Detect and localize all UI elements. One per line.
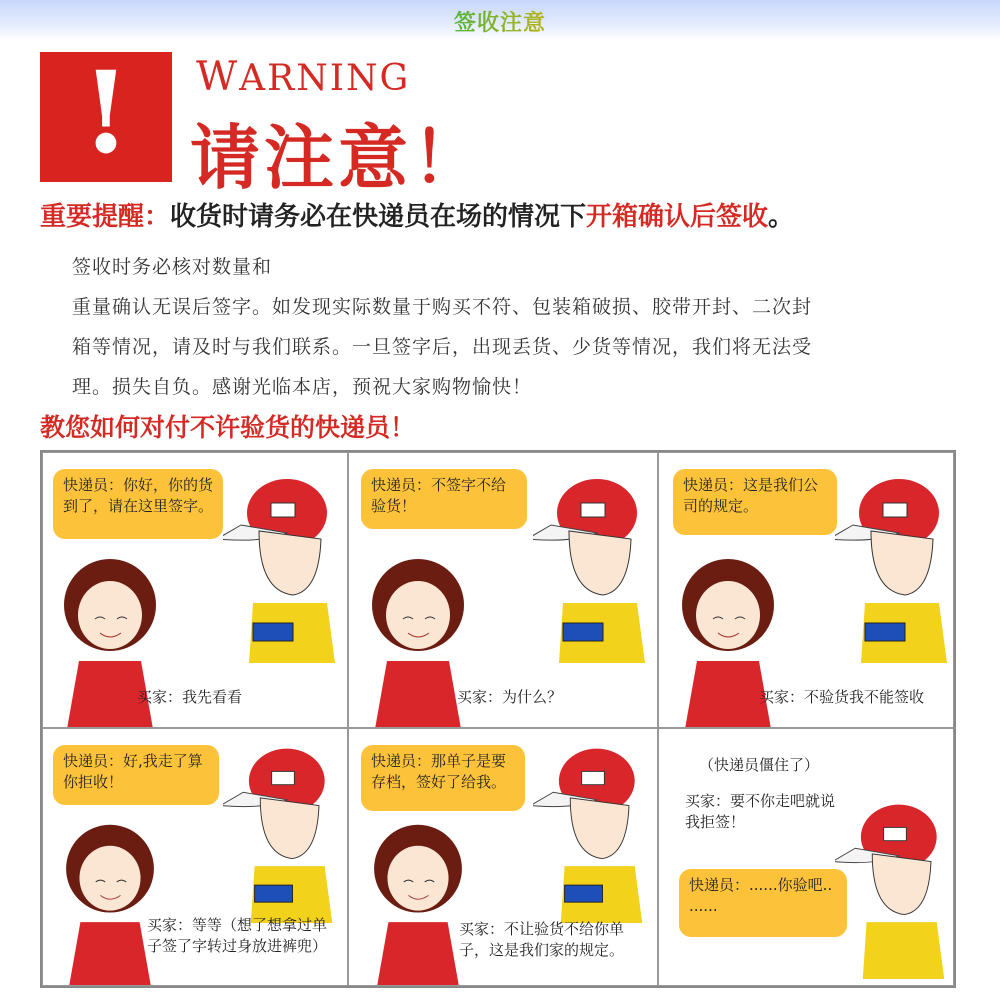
notice-label: 重要提醒： [40,202,171,232]
courier-figure [533,743,653,923]
comic-panel-6 [658,728,954,986]
warning-chinese: 请注意！ [190,116,486,199]
notice-end: 。 [768,202,795,232]
notice-text: 收货时请务必在快递员在场的情况下 [170,202,587,232]
courier-figure [533,473,653,663]
narration-note: （快递员僵住了） [699,756,820,774]
comic-panel-1 [42,452,348,728]
courier-bubble: 快递员：不签字不给验货！ [361,469,527,529]
comic-panel-2 [348,452,658,728]
courier-bubble: 快递员：......你验吧.. ...... [679,869,847,937]
paragraph-line: 签收时务必核对数量和 [72,256,273,278]
courier-bubble: 快递员：你好，你的货到了，请在这里签字。 [53,469,223,539]
buyer-reply: 买家：不验货我不能签收 [759,688,925,706]
warning-box [40,48,172,182]
buyer-reply: 买家：要不你走吧就说我拒签！ [685,792,836,831]
buyer-reply: 买家：我先看看 [137,688,243,706]
buyer-reply: 买家：等等（想了想拿过单子签了字转过身放进裤兜） [147,916,328,955]
courier-figure [835,799,954,979]
exclamation-icon: ! [81,48,131,179]
courier-bubble: 快递员：那单子是要存档，签好了给我。 [361,745,525,811]
header-bar [0,0,1000,40]
courier-bubble: 快递员：好,我走了算你拒收！ [53,745,219,805]
buyer-figure [363,819,473,986]
buyer-figure [55,819,165,986]
important-notice [40,196,794,233]
paragraph-line: 箱等情况，请及时与我们联系。一旦签字后，出现丢货、少货等情况，我们将无法受 [72,336,813,358]
courier-bubble: 快递员：这是我们公司的规定。 [673,469,837,535]
courier-figure [835,473,954,663]
comic-panel-3 [658,452,954,728]
buyer-reply: 买家：为什么？ [457,688,563,706]
buyer-reply: 买家：不让验货不给你单子，这是我们家的规定。 [459,920,625,959]
howto-title: 教您如何对付不许验货的快递员！ [40,413,416,442]
warning-english: WARNING [196,54,411,100]
paragraph-line: 重量确认无误后签字。如发现实际数量于购买不符、包装箱破损、胶带开封、二次封 [72,296,813,318]
comic-grid [40,450,956,988]
notice-emphasis: 开箱确认后签收 [586,202,769,232]
courier-figure [223,473,343,663]
paragraph-line: 理。损失自负。感谢光临本店，预祝大家购物愉快！ [72,376,533,398]
header-title: 签收注意 [0,6,1000,37]
courier-figure [223,743,343,923]
comic-panel-4 [42,728,348,986]
comic-panel-5 [348,728,658,986]
